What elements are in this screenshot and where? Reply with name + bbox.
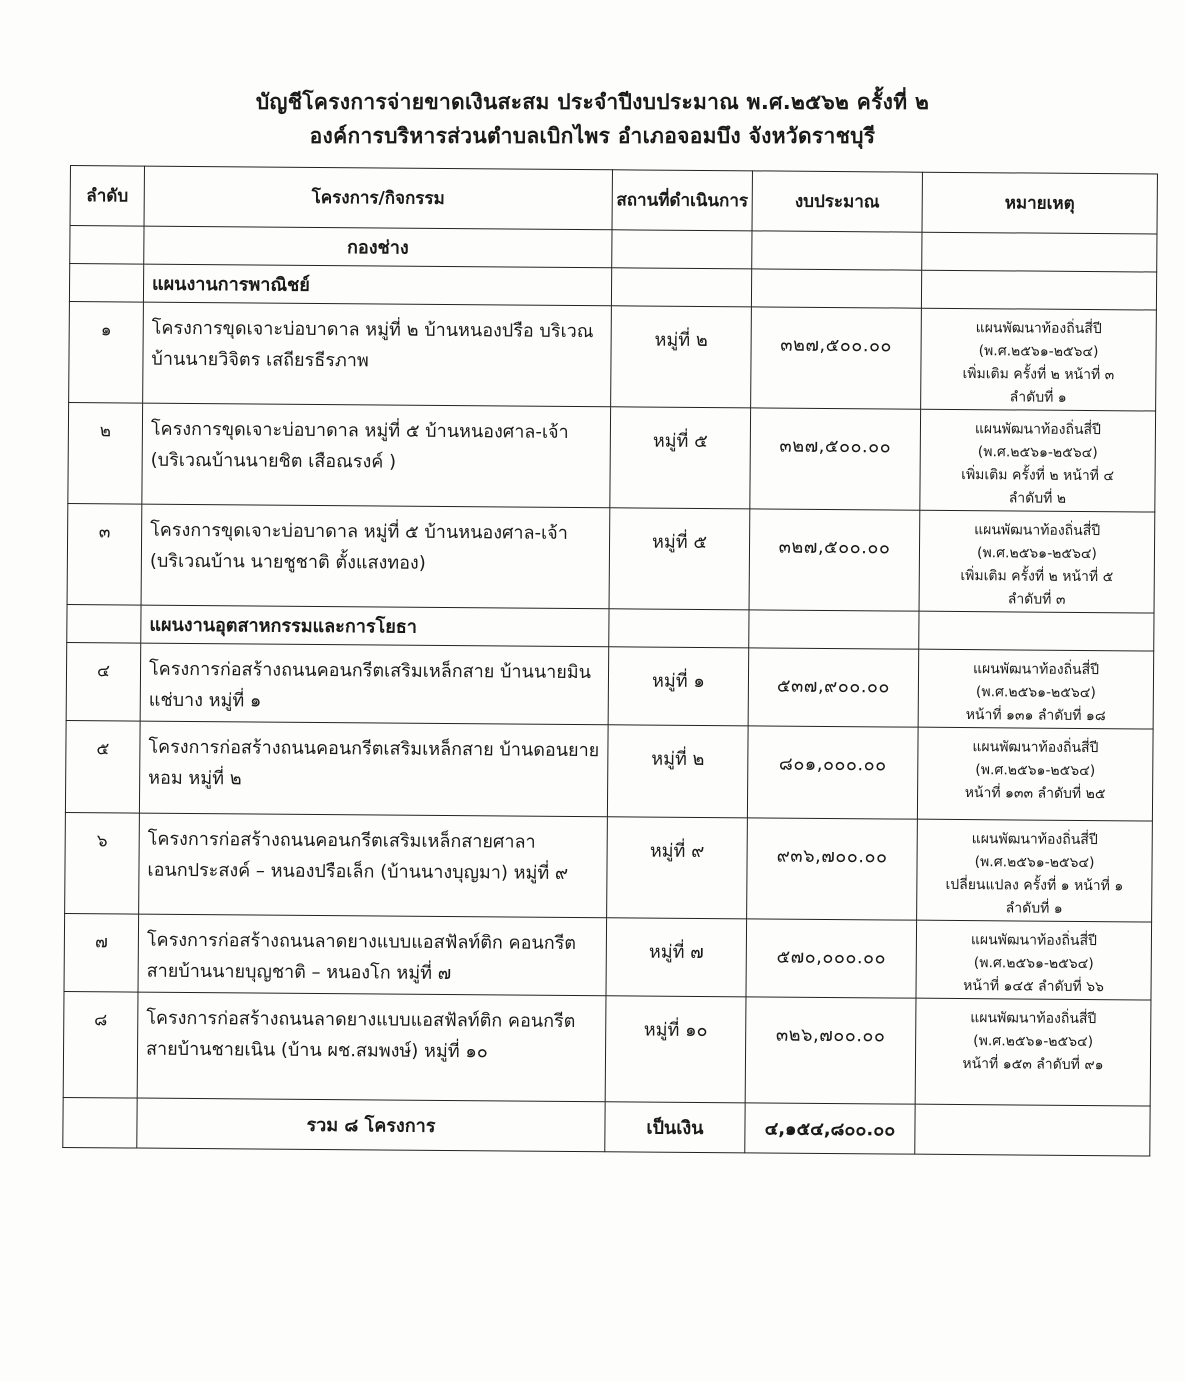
col-header-budget: งบประมาณ (752, 171, 922, 232)
row-number: ๒ (68, 402, 143, 504)
note-line: แผนพัฒนาท้องถิ่นสี่ปี (972, 661, 1100, 679)
note-line: หน้าที่ ๑๔๕ ลำดับที่ ๖๖ (963, 978, 1105, 996)
note-line: (พ.ศ.๒๕๖๑-๒๕๖๔) (973, 1033, 1094, 1051)
row-budget: ๙๓๖,๗๐๐.๐๐ (747, 818, 918, 920)
row-location: หมู่ที่ ๙ (607, 817, 748, 919)
note-line: แผนพัฒนาท้องถิ่นสี่ปี (971, 831, 1098, 849)
row-note (915, 998, 1151, 1106)
col-header-note: หมายเหตุ (922, 172, 1157, 234)
note-line: (พ.ศ.๒๕๖๑-๒๕๖๔) (974, 854, 1095, 872)
total-row (63, 1097, 1150, 1156)
row-number: ๘ (63, 991, 138, 1098)
row-budget: ๓๒๗,๕๐๐.๐๐ (749, 509, 920, 611)
table-row (64, 913, 1152, 1000)
row-number: ๖ (65, 812, 140, 914)
note-line: (พ.ศ.๒๕๖๑-๒๕๖๔) (977, 444, 1098, 462)
note-line: (พ.ศ.๒๕๖๑-๒๕๖๔) (973, 955, 1094, 973)
table-row (67, 503, 1155, 613)
row-budget: ๓๒๗,๕๐๐.๐๐ (750, 408, 921, 510)
document-title: บัญชีโครงการจ่ายขาดเงินสะสม ประจำปีงบประมาณ พ.ศ.๒๕๖๒ ครั้งที่ ๒ (255, 90, 930, 114)
note-line: แผนพัฒนาท้องถิ่นสี่ปี (970, 932, 1098, 950)
row-location: หมู่ที่ ๕ (609, 508, 750, 610)
table-header-row (70, 166, 1157, 235)
row-note (916, 920, 1152, 1000)
table-row (63, 991, 1151, 1106)
document-subtitle: องค์การบริหารส่วนตำบลเบิกไพร อำเภอจอมบึง จังหวัดราชบุรี (309, 124, 876, 148)
row-location: หมู่ที่ ๕ (610, 407, 751, 509)
note-line: ลำดับที่ ๑ (1005, 900, 1063, 917)
row-number: ๗ (64, 913, 139, 992)
row-project: โครงการขุดเจาะบ่อบาดาล หมู่ที่ ๕ บ้านหนองศาล-เจ้า (บริเวณบ้าน นายชูชาติ ตั้งแสงทอง) (141, 504, 610, 609)
row-number: ๕ (65, 720, 140, 813)
row-note (917, 819, 1153, 922)
row-location: หมู่ที่ ๑ (608, 647, 749, 726)
table-row (66, 642, 1154, 729)
project-table (62, 165, 1158, 1157)
total-money-label: เป็นเงิน (605, 1102, 745, 1153)
table-row (65, 720, 1153, 821)
row-location: หมู่ที่ ๑๐ (605, 996, 746, 1103)
row-project: โครงการก่อสร้างถนนคอนกรีตเสริมเหล็กสาย บ้านดอนยายหอม หมู่ที่ ๒ (139, 721, 608, 817)
note-line: หน้าที่ ๑๕๓ ลำดับที่ ๙๑ (962, 1056, 1104, 1074)
note-line: เปลี่ยนแปลง ครั้งที่ ๑ หน้าที่ ๑ (945, 876, 1124, 895)
row-project: โครงการก่อสร้างถนนคอนกรีตเสริมเหล็กสาย บ้านนายมิน แช่บาง หมู่ที่ ๑ (140, 643, 609, 725)
row-number: ๔ (66, 642, 141, 721)
col-header-project: โครงการ/กิจกรรม (144, 166, 612, 230)
note-line: ลำดับที่ ๒ (1008, 490, 1067, 507)
row-location: หมู่ที่ ๗ (606, 918, 747, 997)
total-label: รวม ๘ โครงการ (137, 1098, 605, 1152)
plan-label: แผนงานอุตสาหกรรมและการโยธา (141, 605, 609, 647)
note-line: แผนพัฒนาท้องถิ่นสี่ปี (972, 739, 1099, 757)
row-note (920, 409, 1156, 512)
row-note (918, 649, 1154, 729)
table-row (65, 812, 1153, 922)
plan-label: แผนงานการพาณิชย์ (143, 264, 611, 306)
row-note (919, 510, 1155, 613)
note-line: (พ.ศ.๒๕๖๑-๒๕๖๔) (975, 762, 1096, 780)
row-project: โครงการขุดเจาะบ่อบาดาล หมู่ที่ ๕ บ้านหนองศาล-เจ้า (บริเวณบ้านนายชิต เสือณรงค์ ) (142, 403, 611, 508)
row-number: ๓ (67, 503, 142, 605)
row-note (917, 727, 1153, 821)
note-line: (พ.ศ.๒๕๖๑-๒๕๖๔) (975, 684, 1096, 702)
row-note (921, 308, 1157, 411)
row-project: โครงการก่อสร้างถนนลาดยางแบบแอสฟัลท์ติก คอนกรีต สายบ้านนายบุญชาติ – หนองโก หมู่ที่ ๗ (138, 914, 607, 996)
row-budget: ๕๗๐,๐๐๐.๐๐ (746, 919, 917, 998)
row-number: ๑ (69, 301, 144, 403)
note-line: แผนพัฒนาท้องถิ่นสี่ปี (970, 1010, 1097, 1028)
note-line: (พ.ศ.๒๕๖๑-๒๕๖๔) (976, 545, 1097, 563)
col-header-no: ลำดับ (70, 166, 144, 227)
row-location: หมู่ที่ ๒ (607, 725, 748, 818)
table-row (68, 402, 1156, 512)
note-line: ลำดับที่ ๓ (1007, 591, 1066, 608)
note-line: แผนพัฒนาท้องถิ่นสี่ปี (974, 522, 1101, 540)
department-label: กองช่าง (144, 226, 612, 268)
note-line: แผนพัฒนาท้องถิ่นสี่ปี (974, 421, 1102, 439)
row-project: โครงการขุดเจาะบ่อบาดาล หมู่ที่ ๒ บ้านหนองปรือ บริเวณบ้านนายวิจิตร เสถียรธีรภาพ (143, 302, 612, 407)
note-line: หน้าที่ ๑๓๓ ลำดับที่ ๒๕ (964, 785, 1106, 803)
note-line: เพิ่มเติม ครั้งที่ ๒ หน้าที่ ๔ (961, 467, 1115, 485)
note-line: แผนพัฒนาท้องถิ่นสี่ปี (975, 320, 1102, 338)
row-project: โครงการก่อสร้างถนนคอนกรีตเสริมเหล็กสายศาลาเอนกประสงค์ – หนองปรือเล็ก (บ้านนางบุญมา) หมู่ที่ ๙ (139, 813, 608, 918)
row-budget: ๘๐๑,๐๐๐.๐๐ (747, 726, 918, 819)
note-line: เพิ่มเติม ครั้งที่ ๒ หน้าที่ ๓ (962, 366, 1115, 384)
row-budget: ๕๓๗,๙๐๐.๐๐ (748, 648, 919, 727)
table-row (69, 301, 1157, 411)
row-budget: ๓๒๗,๕๐๐.๐๐ (751, 307, 922, 409)
note-line: หน้าที่ ๑๓๑ ลำดับที่ ๑๘ (965, 707, 1106, 725)
row-project: โครงการก่อสร้างถนนลาดยางแบบแอสฟัลท์ติก คอนกรีต สายบ้านชายเนิน (บ้าน ผช.สมพงษ์) หมู่ที่ ๑๐ (137, 992, 606, 1102)
col-header-location: สถานที่ดำเนินการ (612, 170, 752, 231)
note-line: เพิ่มเติม ครั้งที่ ๒ หน้าที่ ๕ (960, 568, 1114, 586)
note-line: (พ.ศ.๒๕๖๑-๒๕๖๔) (978, 343, 1099, 361)
row-budget: ๓๒๖,๗๐๐.๐๐ (745, 997, 916, 1104)
note-line: ลำดับที่ ๑ (1009, 389, 1067, 406)
total-amount: ๔,๑๕๔,๘๐๐.๐๐ (745, 1103, 915, 1154)
row-location: หมู่ที่ ๒ (611, 306, 752, 408)
